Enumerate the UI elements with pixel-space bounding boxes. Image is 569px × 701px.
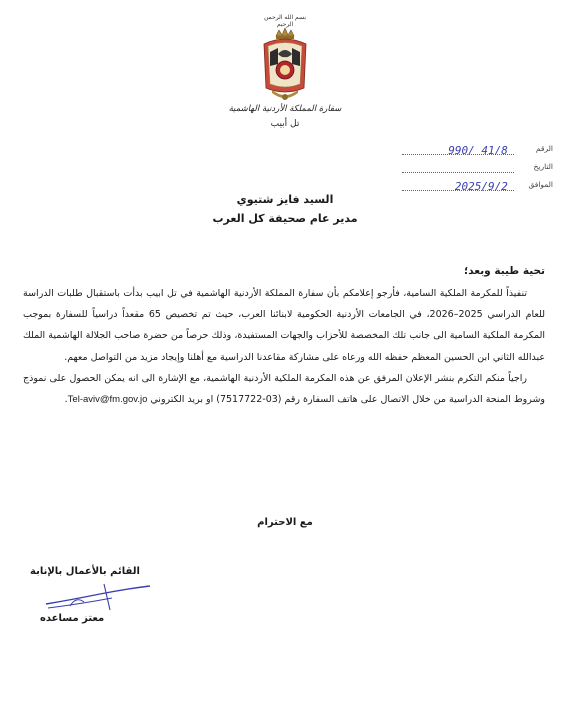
signatory-title: القائم بالأعمال بالإنابة (30, 566, 140, 577)
letter-body (23, 283, 545, 410)
reference-date-row (402, 154, 553, 171)
body-paragraph-1: تنفيذاً للمكرمة الملكية السامية، فأرجو إعلامكم بأن سفارة المملكة الأردنية الهاشمية في تل ابيب بدأت باستقبال طلبات الدراسة للعام الدراسي 2025–2026، في الجامعات الأردنية الحكومية لابنائنا العرب، حيث تم تخصيص 65 مقعداً دراسياً للسفارة بموجب المكرمة الملكية السامية الى جانب تلك المخصصة للأحزاب والجهات المستفيدة، وذلك حرصاً من حضرة صاحب الجلالة الهاشمية الملك عبدالله الثاني ابن الحسين المعظم حفظه الله ورعاه على مشاركة مقاعدنا الدراسية مع أهلنا وإيجاد مزيد من التواصل معهم. (23, 288, 545, 363)
reference-number-row (402, 136, 553, 157)
body-paragraph-2-text: راجياً منكم التكرم بنشر الإعلان المرفق عن هذه المكرمة الملكية الأردنية الهاشمية، مع الإشارة الى انه يمكن الحصول على نموذج وشروط المنحة الدراسية من خلال الاتصال على هاتف السفارة رقم (03-7517722) او بريد الكتروني (23, 372, 545, 406)
reference-number-value: 990/ 41/8 (448, 144, 508, 157)
signatory-name: معتز مساعده (40, 613, 105, 624)
body-paragraph-2 (23, 368, 545, 410)
greeting: تحية طيبة وبعد؛ (464, 265, 545, 277)
handwritten-signature-icon (40, 582, 160, 612)
basmala: بسم الله الرحمن الرحيم (263, 14, 307, 28)
reference-date-label: التاريخ (533, 162, 553, 171)
reference-corresponding-label: الموافق (528, 180, 553, 189)
embassy-email-link[interactable]: Tel-aviv@fm.gov.jo (67, 394, 148, 406)
addressee-title: مدير عام صحيفة كل العرب (212, 212, 358, 225)
closing: مع الاحترام (257, 517, 313, 528)
reference-number-label: الرقم (535, 144, 553, 153)
reference-corresponding-value: 2025/9/2 (454, 180, 508, 193)
royal-crest-icon (258, 26, 312, 106)
body-paragraph-2-end: . (64, 394, 68, 406)
addressee-name: السيد فايز شتيوي (236, 193, 334, 206)
embassy-name: سفارة المملكة الأردنية الهاشمية (228, 104, 342, 114)
reference-corresponding-row (402, 172, 553, 193)
embassy-city: تل أبيب (270, 119, 300, 129)
